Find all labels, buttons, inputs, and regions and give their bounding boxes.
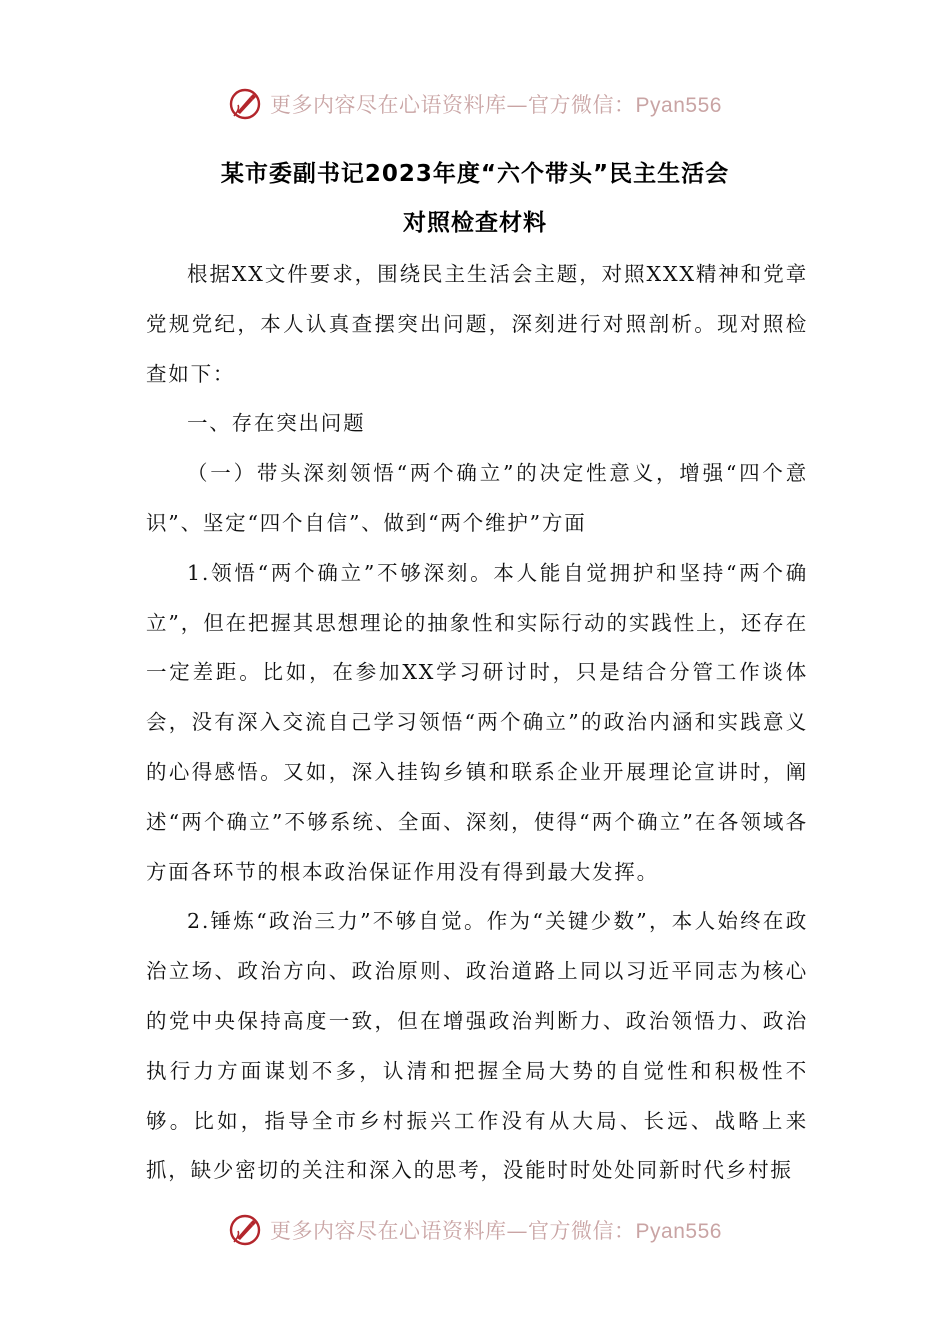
watermark-banner-bottom (0, 1210, 950, 1250)
watermark-text: 更多内容尽在心语资料库—官方微信：Pyan556 (270, 1219, 722, 1243)
subsection-heading: （一）带头深刻领悟“两个确立”的决定性意义，增强“四个意识”、坚定“四个自信”、做到“两个维护”方面 (146, 461, 808, 535)
paragraph-intro: 根据XX文件要求，围绕民主生活会主题，对照XXX精神和党章党规党纪，本人认真查摆突出问题，深刻进行对照剖析。现对照检查如下： (146, 262, 808, 386)
pen-logo-icon (228, 87, 262, 121)
wechat-id: Pyan556 (635, 1220, 722, 1243)
paragraph-item-2: 2.锤炼“政治三力”不够自觉。作为“关键少数”，本人始终在政治立场、政治方向、政治原则、政治道路上同以习近平同志为核心的党中央保持高度一致，但在增强政治判断力、政治领悟力、政治执行力方面谋划不多，认清和把握全局大势的自觉性和积极性不够。比如，指导全市乡村振兴工作没有从大局、长远、战略上来抓，缺少密切的关注和深入的思考，没能时时处处同新时代乡村振 (146, 909, 808, 1183)
document-body (146, 250, 808, 1196)
wechat-id: Pyan556 (635, 94, 722, 117)
paragraph-item-1: 1.领悟“两个确立”不够深刻。本人能自觉拥护和坚持“两个确立”，但在把握其思想理论的抽象性和实际行动的实践性上，还存在一定差距。比如，在参加XX学习研讨时，只是结合分管工作谈体会，没有深入交流自己学习领悟“两个确立”的政治内涵和实践意义的心得感悟。又如，深入挂钩乡镇和联系企业开展理论宣讲时，阐述“两个确立”不够系统、全面、深刻，使得“两个确立”在各领域各方面各环节的根本政治保证作用没有得到最大发挥。 (146, 560, 808, 884)
watermark-text: 更多内容尽在心语资料库—官方微信：Pyan556 (270, 93, 722, 117)
section-heading: 一、存在突出问题 (187, 411, 366, 436)
document-title: 某市委副书记2023年度“六个带头”民主生活会 (220, 161, 730, 187)
pen-logo-icon (228, 1213, 262, 1247)
document-subtitle: 对照检查材料 (403, 210, 547, 236)
watermark-banner-top (0, 84, 950, 124)
